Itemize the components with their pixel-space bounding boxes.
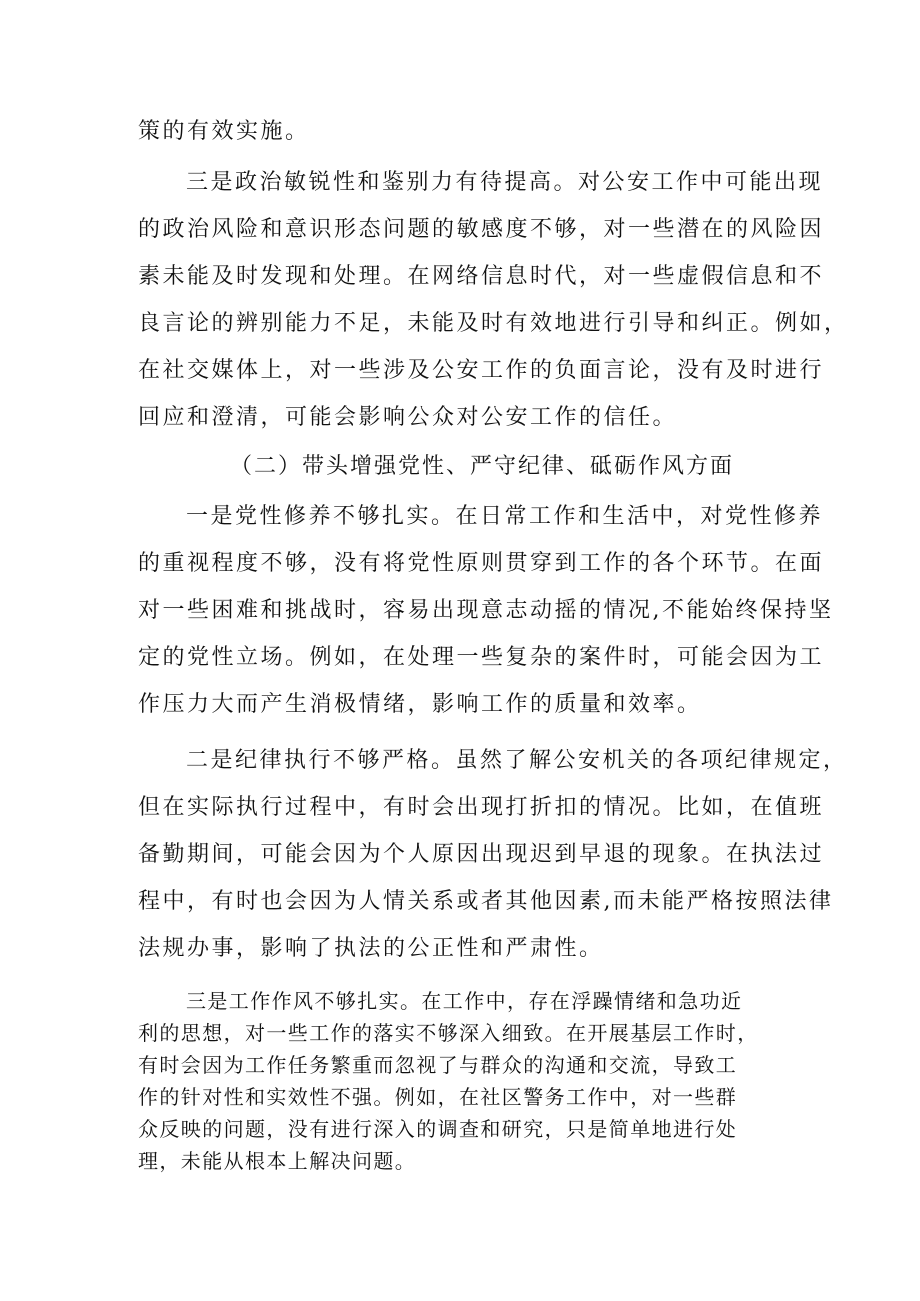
paragraph-line: 程中，有时也会因为人情关系或者其他因素,而未能严格按照法律	[138, 889, 834, 914]
section-heading: （二）带头增强党性、严守纪律、砥砺作风方面	[230, 454, 735, 479]
paragraph-line: 利的思想，对一些工作的落实不够深入细致。在开展基层工作时，	[138, 1021, 759, 1045]
paragraph-line: 但在实际执行过程中，有时会出现打折扣的情况。比如，在值班	[138, 795, 825, 820]
paragraph-line: 备勤期间，可能会因为个人原因出现迟到早退的现象。在执法过	[138, 842, 825, 867]
paragraph-line: 众反映的问题，没有进行深入的调查和研究，只是简单地进行处	[138, 1117, 738, 1141]
paragraph-line: 定的党性立场。例如，在处理一些复杂的案件时，可能会因为工	[138, 645, 825, 670]
paragraph-line: 的政治风险和意识形态问题的敏感度不够，对一些潜在的风险因	[138, 217, 825, 242]
paragraph-line: 一是党性修养不够扎实。在日常工作和生活中，对党性修养	[186, 504, 824, 529]
paragraph-line: 的重视程度不够，没有将党性原则贯穿到工作的各个环节。在面	[138, 551, 825, 576]
paragraph-line: 对一些困难和挑战时，容易出现意志动摇的情况,不能始终保持坚	[138, 598, 834, 623]
paragraph-line: 三是工作作风不够扎实。在工作中，存在浮躁情绪和急功近	[186, 989, 743, 1013]
paragraph-line: 回应和澄清，可能会影响公众对公安工作的信任。	[138, 405, 678, 430]
paragraph-line: 作的针对性和实效性不强。例如，在社区警务工作中，对一些群	[138, 1085, 738, 1109]
paragraph-line: 三是政治敏锐性和鉴别力有待提高。对公安工作中可能出现	[186, 170, 824, 195]
paragraph-line: 在社交媒体上，对一些涉及公安工作的负面言论，没有及时进行	[138, 358, 825, 383]
paragraph-line: 有时会因为工作任务繁重而忽视了与群众的沟通和交流，导致工	[138, 1053, 738, 1077]
paragraph-line: 法规办事，影响了执法的公正性和严肃性。	[138, 936, 604, 961]
paragraph-line: 作压力大而产生消极情绪，影响工作的质量和效率。	[138, 692, 702, 717]
paragraph-line: 理，未能从根本上解决问题。	[138, 1149, 417, 1173]
paragraph-line: 二是纪律执行不够严格。虽然了解公安机关的各项纪律规定，	[186, 748, 848, 773]
paragraph-line: 素未能及时发现和处理。在网络信息时代，对一些虚假信息和不	[138, 264, 825, 289]
paragraph-line: 良言论的辨别能力不足，未能及时有效地进行引导和纠正。例如，	[138, 311, 849, 336]
paragraph-line: 策的有效实施。	[138, 119, 310, 144]
